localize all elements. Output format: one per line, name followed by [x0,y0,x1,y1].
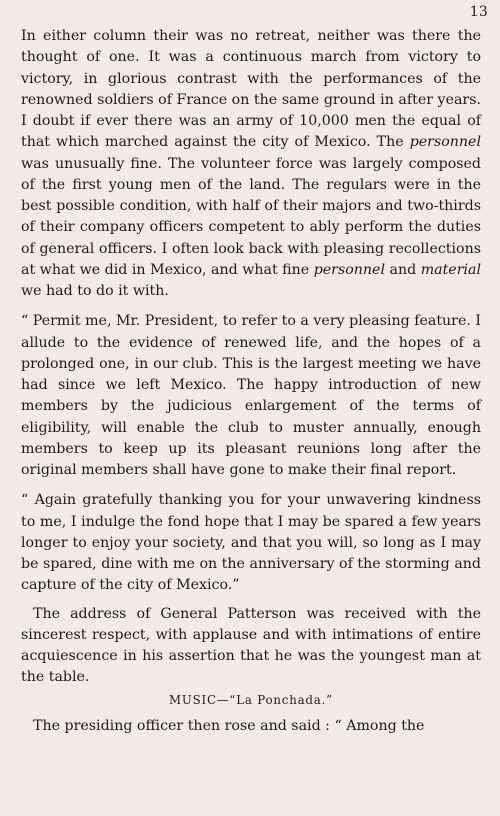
page-content [21,26,481,737]
paragraph-1-part-1: In either column their was no retreat, neither was there the thought of one. It was a continuous march from victory to victory, in glorious contrast with the performances of the renowned soldiers of France on the same ground in after years. I doubt if ever there was an army of 10,000 men the equal of that which marched against the city of Mexico. The [21,28,481,151]
music-title: “La Ponchada.” [229,692,333,707]
paragraph-1-part-2: was unusually fine. The volunteer force was largely composed of the first young men of the land. The regulars were in the best possible condition, with half of their majors and two-thirds of their company officers competent to ably perform the duties of general officers. I often look back with pleasing recollections at what we did in Mexico, and what fine [21,155,481,278]
italic-material: material [420,261,482,278]
italic-personnel-1: personnel [409,134,481,151]
paragraph-4: The address of General Patterson was received with the sincerest respect, with applause and with intimations of entire acquiescence in his assertion that he was the youngest man at the table. [21,605,481,686]
paragraph-2: “ Permit me, Mr. President, to refer to a very pleasing feature. I allude to the evidence of renewed life, and the hopes of a prolonged one, in our club. This is the largest meeting we have had since we left Mexico. The happy introduction of new members by the judicious enlargement of the terms of eligibility, will enable the club to muster annually, enough members to keep up its pleasant reunions long after the original members shall have gone to make their final report. [21,313,481,478]
music-line [21,690,481,710]
italic-personnel-2: personnel [313,261,385,278]
music-label: MUSIC— [168,692,230,707]
closing-line: The presiding officer then rose and said : “ Among the [33,717,425,734]
page-number: 13 [469,4,488,20]
paragraph-3: “ Again gratefully thanking you for your unwavering kindness to me, I indulge the fond hope that I may be spared a few years longer to enjoy your society, and that you will, so long as I may be spared, dine with me on the anniversary of the storming and capture of the city of Mexico.” [21,492,481,594]
paragraph-1-part-3: and [384,261,421,278]
paragraph-1-part-4: we had to do it with. [21,283,169,299]
paragraph-1 [21,26,481,302]
